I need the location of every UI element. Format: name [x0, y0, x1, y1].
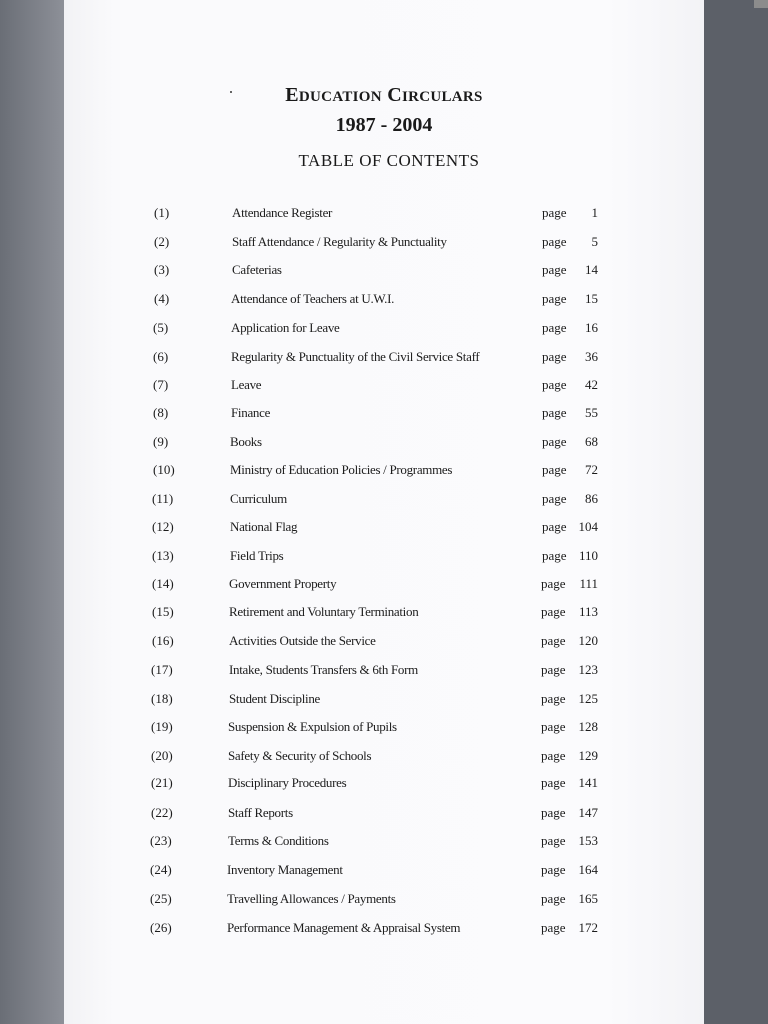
toc-entry-topic: Terms & Conditions — [228, 833, 329, 848]
toc-entry — [0, 377, 768, 397]
toc-entry-page-word: page — [542, 519, 567, 534]
toc-entry-topic: Regularity & Punctuality of the Civil Service Staff — [231, 349, 480, 364]
toc-entry-number: (16) — [152, 633, 174, 648]
toc-entry-number: (23) — [150, 833, 172, 848]
toc-entry-page-number: 1 — [591, 205, 598, 220]
toc-entry-topic: Travelling Allowances / Payments — [227, 891, 396, 906]
toc-entry-number: (9) — [153, 434, 169, 449]
toc-entry-page-number: 86 — [585, 491, 598, 506]
toc-entry-page-word: page — [542, 234, 567, 249]
toc-entry — [0, 662, 768, 682]
title-word-1-rest: DUCATION — [298, 89, 382, 105]
toc-entry-number: (15) — [152, 604, 174, 619]
toc-entry-topic: Leave — [231, 377, 262, 392]
toc-entry-page-number: 172 — [578, 920, 598, 935]
toc-entry-page-number: 147 — [578, 805, 598, 820]
toc-entry — [0, 320, 768, 340]
toc-entry-number: (3) — [154, 262, 170, 277]
toc-entry-number: (7) — [153, 377, 169, 392]
toc-entry-page-number: 15 — [585, 291, 598, 306]
toc-entry-number: (10) — [153, 462, 175, 477]
toc-entry-page-word: page — [542, 205, 567, 220]
toc-entry-topic: Government Property — [229, 576, 337, 591]
toc-entry-number: (11) — [152, 491, 174, 506]
toc-entry-page-number: 68 — [585, 434, 598, 449]
toc-entry — [0, 891, 768, 911]
document-title — [0, 84, 768, 107]
toc-entry-number: (21) — [151, 775, 173, 790]
title-word-2-rest: IRCULARS — [401, 89, 483, 105]
toc-entry-number: (4) — [154, 291, 170, 306]
toc-entry-topic: Field Trips — [230, 548, 284, 563]
toc-entry-number: (8) — [153, 405, 169, 420]
toc-entry-number: (19) — [151, 719, 173, 734]
toc-entry-page-number: 113 — [578, 604, 598, 619]
toc-entry-page-number: 123 — [578, 662, 598, 677]
toc-entry-page-word: page — [541, 833, 566, 848]
toc-entry-page-word: page — [541, 775, 566, 790]
toc-entry-topic: Intake, Students Transfers & 6th Form — [229, 662, 418, 677]
toc-entry-number: (20) — [151, 748, 173, 763]
toc-entry — [0, 349, 768, 369]
toc-entry-topic: Staff Reports — [228, 805, 293, 820]
toc-entry-page-number: 129 — [578, 748, 598, 763]
toc-entry-topic: Attendance Register — [232, 205, 333, 220]
toc-entry — [0, 548, 768, 568]
toc-entry-number: (1) — [154, 205, 170, 220]
toc-entry — [0, 434, 768, 454]
toc-entry-topic: Application for Leave — [231, 320, 340, 335]
toc-entry-topic: Cafeterias — [232, 262, 282, 277]
toc-entry-page-word: page — [541, 604, 566, 619]
toc-entry-page-number: 104 — [578, 519, 598, 534]
toc-entry-page-number: 141 — [578, 775, 598, 790]
toc-entry-page-word: page — [541, 576, 566, 591]
toc-entry-page-word: page — [542, 548, 567, 563]
toc-entry-page-word: page — [541, 662, 566, 677]
toc-entry-page-word: page — [541, 920, 566, 935]
toc-entry-page-number: 164 — [578, 862, 598, 877]
toc-entry-page-word: page — [541, 633, 566, 648]
toc-entry-topic: Disciplinary Procedures — [228, 775, 347, 790]
toc-entry-topic: Performance Management & Appraisal System — [227, 920, 461, 935]
toc-entry-page-number: 16 — [585, 320, 598, 335]
toc-entry-page-word: page — [542, 320, 567, 335]
toc-entry-topic: Safety & Security of Schools — [228, 748, 372, 763]
toc-entry — [0, 862, 768, 882]
toc-entry-page-word: page — [541, 748, 566, 763]
toc-entry-page-number: 165 — [578, 891, 598, 906]
toc-entry-number: (22) — [151, 805, 173, 820]
toc-entry-page-number: 72 — [585, 462, 598, 477]
toc-entry — [0, 491, 768, 511]
toc-entry-page-word: page — [542, 291, 567, 306]
toc-entry-topic: Staff Attendance / Regularity & Punctuality — [232, 234, 447, 249]
toc-entry — [0, 748, 768, 768]
toc-entry — [0, 405, 768, 425]
toc-entry-page-number: 5 — [591, 234, 598, 249]
toc-entry — [0, 519, 768, 539]
toc-entry-number: (5) — [153, 320, 169, 335]
toc-entry-page-number: 55 — [585, 405, 598, 420]
toc-entry-page-number: 120 — [578, 633, 598, 648]
toc-entry-page-word: page — [542, 349, 567, 364]
toc-entry — [0, 691, 768, 711]
toc-entry-topic: Books — [230, 434, 262, 449]
toc-entry-page-word: page — [542, 434, 567, 449]
toc-entry-page-word: page — [541, 891, 566, 906]
toc-entry-page-word: page — [541, 862, 566, 877]
toc-entry-page-number: 153 — [578, 833, 598, 848]
toc-entry-page-word: page — [542, 491, 567, 506]
toc-entry-page-number: 36 — [585, 349, 598, 364]
toc-entry-page-word: page — [541, 691, 566, 706]
toc-entry-topic: Student Discipline — [229, 691, 321, 706]
toc-entry-topic: Attendance of Teachers at U.W.I. — [231, 291, 395, 306]
toc-entry-number: (12) — [152, 519, 174, 534]
toc-entry — [0, 633, 768, 653]
toc-entry — [0, 920, 768, 940]
toc-entry-page-number: 125 — [578, 691, 598, 706]
toc-entry — [0, 833, 768, 853]
toc-entry-page-word: page — [542, 405, 567, 420]
toc-entry-topic: Activities Outside the Service — [229, 633, 376, 648]
toc-entry-page-number: 14 — [585, 262, 598, 277]
toc-entry — [0, 291, 768, 311]
toc-entry-number: (14) — [152, 576, 174, 591]
toc-entry — [0, 462, 768, 482]
toc-entry-number: (18) — [151, 691, 173, 706]
toc-entry-page-word: page — [541, 719, 566, 734]
toc-entry — [0, 234, 768, 254]
toc-entry-number: (25) — [150, 891, 172, 906]
toc-entry-topic: Finance — [231, 405, 271, 420]
toc-entry-topic: National Flag — [230, 519, 298, 534]
toc-entry-page-number: 42 — [585, 377, 598, 392]
toc-entry-topic: Retirement and Voluntary Termination — [229, 604, 419, 619]
toc-entry-number: (26) — [150, 920, 172, 935]
toc-entry-topic: Curriculum — [230, 491, 287, 506]
toc-entry-number: (13) — [152, 548, 174, 563]
title-initial-e: E — [285, 84, 299, 106]
toc-heading: TABLE OF CONTENTS — [298, 151, 480, 170]
toc-entry — [0, 805, 768, 825]
toc-entry-topic: Ministry of Education Policies / Programmes — [230, 462, 453, 477]
toc-entry-number: (2) — [154, 234, 170, 249]
toc-entry — [0, 576, 768, 596]
toc-entry-topic: Inventory Management — [227, 862, 343, 877]
toc-entry-page-number: 128 — [578, 719, 598, 734]
toc-entry-page-number: 110 — [578, 548, 598, 563]
toc-entry-page-word: page — [542, 377, 567, 392]
document-years: 1987 - 2004 — [335, 114, 433, 136]
toc-entry — [0, 775, 768, 795]
scan-corner — [754, 0, 768, 8]
toc-entry-number: (24) — [150, 862, 172, 877]
toc-entry-topic: Suspension & Expulsion of Pupils — [228, 719, 397, 734]
toc-entry-page-word: page — [542, 262, 567, 277]
toc-entry — [0, 719, 768, 739]
toc-entry — [0, 604, 768, 624]
toc-entry-number: (17) — [151, 662, 173, 677]
toc-entry — [0, 262, 768, 282]
toc-entry-page-number: 111 — [579, 576, 598, 591]
title-initial-c: C — [387, 84, 402, 106]
toc-entry-page-word: page — [542, 462, 567, 477]
toc-entry — [0, 205, 768, 225]
toc-entry-number: (6) — [153, 349, 169, 364]
toc-entry-page-word: page — [541, 805, 566, 820]
